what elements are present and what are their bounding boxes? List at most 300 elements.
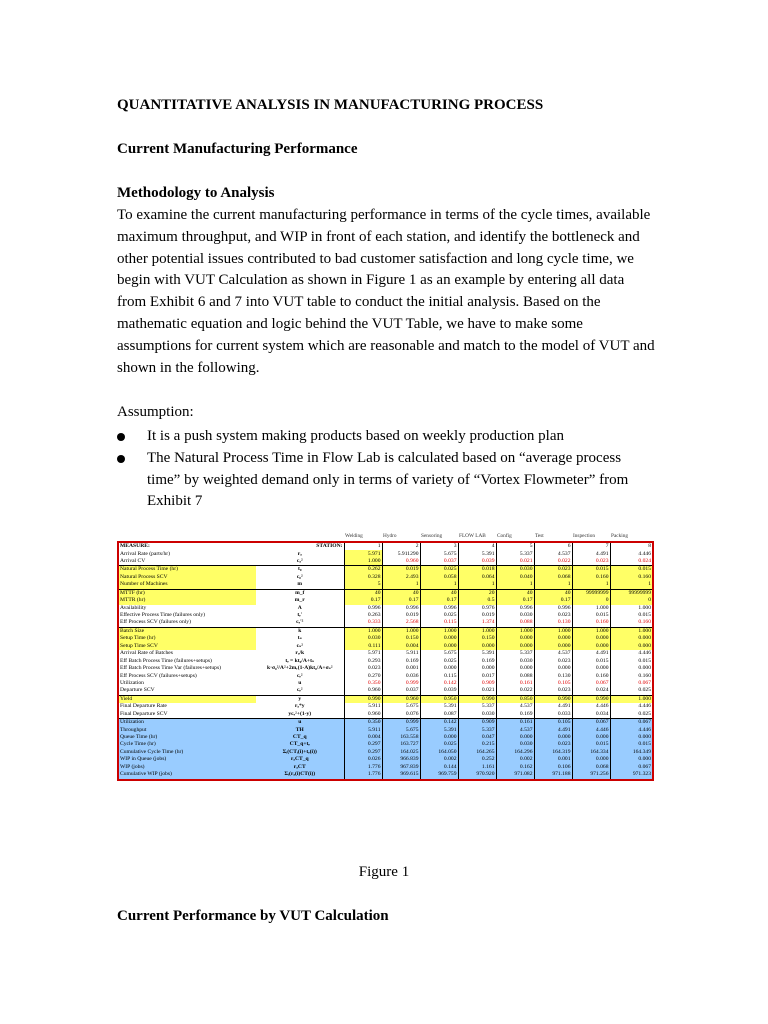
value-cell: 0.17	[420, 597, 458, 604]
value-cell: 0.169	[458, 658, 496, 665]
value-cell: 0.039	[420, 687, 458, 695]
vut-row	[118, 756, 653, 763]
value-cell: 1.000	[610, 605, 653, 612]
value-cell: 970.920	[458, 771, 496, 779]
value-cell: 0.067	[610, 680, 653, 687]
value-cell: 0.111	[344, 643, 382, 650]
value-cell: 0.960	[382, 558, 420, 566]
value-cell: 0.002	[420, 756, 458, 763]
blank-cell	[256, 533, 344, 542]
value-cell: 0.160	[572, 672, 610, 679]
value-cell: 0.115	[420, 619, 458, 627]
row-label: Cycle Time (hr)	[118, 741, 256, 748]
value-cell: 0.297	[344, 741, 382, 748]
value-cell: 0.015	[572, 741, 610, 748]
row-symbol: tₑ'	[297, 612, 303, 619]
value-cell: 5.337	[496, 550, 534, 557]
value-cell: 0.025	[420, 741, 458, 748]
value-cell: 0.004	[344, 734, 382, 741]
value-cell: 40	[534, 589, 572, 597]
value-cell: 4.491	[572, 550, 610, 557]
value-cell: 0.150	[382, 635, 420, 642]
value-cell: 0.002	[496, 756, 534, 763]
value-cell: 4.537	[534, 650, 572, 657]
value-cell: 0.023	[534, 658, 572, 665]
row-symbol: cₑ²	[296, 672, 303, 679]
value-cell: 0.067	[572, 680, 610, 687]
value-cell: 0.996	[420, 605, 458, 612]
value-cell: 0.015	[610, 566, 653, 574]
row-label: Natural Process SCV	[118, 574, 256, 581]
assumption-text: The Natural Process Time in Flow Lab is calculated based on “average process time” by weighted demand only in terms of variety of “Vortex Flowmeter” from Exhibit 7	[147, 449, 629, 510]
row-label: Departure SCV	[118, 687, 256, 695]
value-cell: 0.000	[572, 643, 610, 650]
value-cell: 0.169	[382, 658, 420, 665]
value-cell: 0.990	[458, 695, 496, 703]
value-cell: 5.337	[458, 727, 496, 734]
value-cell: 1.000	[420, 627, 458, 635]
blank-cell	[118, 533, 256, 542]
value-cell: 971.082	[496, 771, 534, 779]
value-cell: 0.909	[458, 680, 496, 687]
row-symbol: tₑ = kt₀/A+tₛ	[285, 657, 315, 664]
value-cell: 1	[382, 581, 420, 589]
assumption-list	[117, 426, 657, 513]
value-cell: 0.067	[572, 719, 610, 727]
value-cell: 4.537	[496, 703, 534, 710]
value-cell: 0.037	[420, 558, 458, 566]
station-number-cell: 5	[496, 542, 534, 550]
value-cell: 0.087	[420, 711, 458, 719]
row-label: Eff Process SCV (failures+setups)	[118, 672, 256, 679]
row-label: Throughput	[118, 727, 256, 734]
value-cell: 5.391	[420, 703, 458, 710]
value-cell: 164.296	[496, 749, 534, 756]
value-cell: 0.025	[420, 658, 458, 665]
station-number-row	[118, 542, 653, 550]
value-cell: 0.067	[610, 719, 653, 727]
vut-row	[118, 619, 653, 627]
value-cell: 5.911290	[382, 550, 420, 557]
station-number-cell: 2	[382, 542, 420, 550]
value-cell: 1	[572, 581, 610, 589]
methodology-paragraph: To examine the current manufacturing performance in terms of the cycle times, available maximum throughput, and WIP in front of each station, and identify the bottleneck and other potential issues contributed to bad customer satisfaction and long cycle time, we begin with VUT Calculation as shown in Figure 1 as an example by entering all data from Exhibit 6 and 7 into VUT table to conduct the initial analysis. Based on the mathematic equation and logic behind the VUT Table, we have to make some assumptions for current system which are reasonable and match to the model of VUT and shown in the following.	[117, 207, 655, 376]
value-cell: 0.5	[458, 597, 496, 604]
value-cell: 1.000	[382, 627, 420, 635]
value-cell: 4.491	[572, 650, 610, 657]
station-name-cell: Config	[497, 533, 512, 540]
value-cell: 0.015	[572, 612, 610, 619]
value-cell: 0.000	[458, 665, 496, 672]
value-cell: 0.130	[534, 672, 572, 679]
row-label: Final Departure SCV	[118, 711, 256, 719]
row-symbol: rₐ/k	[295, 650, 305, 657]
value-cell: 0.960	[382, 695, 420, 703]
value-cell: 0.088	[496, 672, 534, 679]
value-cell: 5.911	[382, 650, 420, 657]
assumption-item	[117, 426, 657, 448]
row-symbol: m_f	[256, 589, 344, 597]
value-cell: 0.076	[382, 711, 420, 719]
row-symbol: CT_q	[256, 734, 344, 741]
value-cell: 0.023	[534, 741, 572, 748]
value-cell: 1.000	[572, 605, 610, 612]
subsection-heading-methodology: Methodology to Analysis	[117, 185, 275, 201]
value-cell: 0.025	[610, 711, 653, 719]
value-cell: 0.142	[420, 719, 458, 727]
value-cell: 0.025	[610, 687, 653, 695]
station-number-cell: 4	[458, 542, 496, 550]
vut-row	[118, 680, 653, 687]
value-cell: 0.022	[534, 558, 572, 566]
value-cell: 0.068	[534, 574, 572, 581]
vut-row	[118, 764, 653, 771]
value-cell: 0.990	[534, 695, 572, 703]
row-label: Batch Size	[118, 627, 256, 635]
vut-row	[118, 687, 653, 695]
value-cell: 2.493	[382, 574, 420, 581]
value-cell: 0.018	[458, 566, 496, 574]
value-cell: 164.050	[420, 749, 458, 756]
value-cell: 164.319	[534, 749, 572, 756]
value-cell: 971.256	[572, 771, 610, 779]
value-cell: 0.976	[458, 605, 496, 612]
vut-row	[118, 589, 653, 597]
value-cell: 0.293	[344, 658, 382, 665]
value-cell: 163.558	[382, 734, 420, 741]
vut-row	[118, 734, 653, 741]
value-cell: 0.034	[572, 711, 610, 719]
station-name-row	[118, 533, 653, 542]
row-symbol: c₀²	[256, 574, 344, 581]
value-cell: 0.037	[382, 687, 420, 695]
value-cell: 99999999	[610, 589, 653, 597]
value-cell: 0.000	[534, 635, 572, 642]
station-name-cell: FLOW LAB	[459, 533, 486, 540]
station-number-cell: 7	[572, 542, 610, 550]
value-cell: 0.088	[496, 619, 534, 627]
station-number-cell: 3	[420, 542, 458, 550]
vut-row	[118, 727, 653, 734]
value-cell: 971.188	[534, 771, 572, 779]
value-cell: 0.160	[572, 574, 610, 581]
row-label: Arrival Rate (parts/hr)	[118, 550, 256, 557]
row-symbol: rₐCT	[256, 764, 344, 771]
value-cell: 0.015	[572, 658, 610, 665]
value-cell: 0.160	[610, 619, 653, 627]
value-cell: 0.023	[572, 558, 610, 566]
value-cell: 0.161	[496, 680, 534, 687]
value-cell: 0.328	[344, 574, 382, 581]
row-label: Effective Process Time (failures only)	[118, 612, 256, 619]
value-cell: 0.026	[344, 756, 382, 763]
value-cell: 0.019	[382, 566, 420, 574]
row-symbol: m	[256, 581, 344, 589]
value-cell: 5.675	[420, 550, 458, 557]
vut-row	[118, 771, 653, 779]
vut-row	[118, 627, 653, 635]
value-cell: 0.990	[344, 695, 382, 703]
row-label: Setup Time (hr)	[118, 635, 256, 642]
value-cell: 0.297	[344, 749, 382, 756]
row-symbol: TH	[256, 727, 344, 734]
row-symbol: rₐ	[297, 550, 302, 557]
value-cell: 0.023	[534, 566, 572, 574]
value-cell: 1	[458, 581, 496, 589]
value-cell: 5.391	[420, 727, 458, 734]
row-label: Arrival CV	[118, 558, 256, 566]
value-cell: 0.030	[496, 612, 534, 619]
row-label: MTTF (hr)	[118, 589, 256, 597]
value-cell: 0.030	[344, 635, 382, 642]
value-cell: 1.000	[572, 627, 610, 635]
value-cell: 1	[420, 581, 458, 589]
row-label: Cumulative WIP (jobs)	[118, 771, 256, 779]
document-title: QUANTITATIVE ANALYSIS IN MANUFACTURING PROCESS	[117, 97, 544, 113]
station-label: STATION:	[256, 542, 344, 550]
station-name-cell: Packing	[611, 533, 629, 540]
value-cell: 5.971	[344, 650, 382, 657]
value-cell: 0.333	[344, 619, 382, 627]
value-cell: 0.000	[572, 756, 610, 763]
value-cell: 0.142	[420, 680, 458, 687]
value-cell: 5.391	[458, 650, 496, 657]
value-cell: 0.252	[458, 756, 496, 763]
value-cell: 40	[420, 589, 458, 597]
value-cell: 1	[534, 581, 572, 589]
value-cell: 1	[610, 581, 653, 589]
vut-row	[118, 650, 653, 657]
value-cell: 0.150	[458, 635, 496, 642]
value-cell: 5.911	[344, 703, 382, 710]
value-cell: 0.160	[610, 574, 653, 581]
vut-row	[118, 749, 653, 756]
row-label: Queue Time (hr)	[118, 734, 256, 741]
value-cell: 0.105	[534, 719, 572, 727]
station-name-cell: Welding	[345, 533, 363, 540]
value-cell: 99999999	[572, 589, 610, 597]
row-symbol: cₑ'²	[296, 619, 304, 626]
value-cell: 5.911	[344, 727, 382, 734]
row-symbol: rₐCT_q	[256, 756, 344, 763]
value-cell: 1	[496, 581, 534, 589]
value-cell: 0.000	[610, 643, 653, 650]
value-cell: 0.015	[610, 658, 653, 665]
value-cell: 0.000	[496, 635, 534, 642]
value-cell: 1.000	[344, 558, 382, 566]
value-cell: 4.491	[534, 727, 572, 734]
value-cell: 0.036	[382, 672, 420, 679]
vut-row	[118, 574, 653, 581]
value-cell: 1.776	[344, 771, 382, 779]
value-cell: 5.675	[382, 703, 420, 710]
row-label: Natural Process Time (hr)	[118, 566, 256, 574]
row-symbol: u	[298, 679, 302, 686]
value-cell: 0.106	[534, 764, 572, 771]
row-symbol: cₛ²	[256, 643, 344, 650]
value-cell: 0.019	[382, 612, 420, 619]
value-cell: 0.030	[458, 711, 496, 719]
figure-caption: Figure 1	[358, 864, 410, 880]
vut-row	[118, 566, 653, 574]
value-cell: 0.162	[496, 764, 534, 771]
value-cell: 0.064	[458, 574, 496, 581]
row-label: Setup Time SCV	[118, 643, 256, 650]
row-label: WIP in Queue (jobs)	[118, 756, 256, 763]
value-cell: 0.990	[572, 695, 610, 703]
value-cell: 0.960	[344, 687, 382, 695]
value-cell: 0.000	[420, 635, 458, 642]
section-heading-current-performance: Current Manufacturing Performance	[117, 141, 358, 157]
row-symbol: cₐ²	[296, 557, 303, 564]
row-label: Utilization	[118, 680, 256, 687]
value-cell: 0.263	[344, 612, 382, 619]
value-cell: 0.023	[534, 612, 572, 619]
value-cell: 5.337	[458, 703, 496, 710]
vut-row	[118, 605, 653, 612]
vut-row	[118, 703, 653, 710]
value-cell: 0.000	[534, 643, 572, 650]
vut-row	[118, 711, 653, 719]
vut-row	[118, 597, 653, 604]
row-label: Yield	[118, 695, 256, 703]
value-cell: 0.023	[534, 687, 572, 695]
value-cell: 5.337	[496, 650, 534, 657]
value-cell: 0.850	[496, 695, 534, 703]
value-cell: 0.000	[496, 643, 534, 650]
station-name-cell: Test	[535, 533, 544, 540]
section-heading-vut-calculation: Current Performance by VUT Calculation	[117, 908, 389, 924]
value-cell: 969.759	[420, 771, 458, 779]
row-symbol: rₐ*y	[294, 703, 305, 710]
value-cell: 0.000	[572, 734, 610, 741]
value-cell: 4.446	[610, 727, 653, 734]
value-cell: 5.675	[382, 727, 420, 734]
row-symbol: A	[297, 604, 302, 611]
value-cell: 4.446	[610, 703, 653, 710]
value-cell: 4.446	[572, 727, 610, 734]
value-cell: 0.001	[534, 756, 572, 763]
value-cell: 164.265	[458, 749, 496, 756]
row-symbol: u	[256, 719, 344, 727]
value-cell: 0.019	[458, 612, 496, 619]
row-label: Eff Batch Process Time (failures+setups)	[118, 658, 256, 665]
value-cell: 0.169	[496, 711, 534, 719]
value-cell: 1.000	[496, 627, 534, 635]
vut-table-figure	[117, 533, 652, 781]
station-number-cell: 8	[610, 542, 653, 550]
row-symbol: t₀	[256, 566, 344, 574]
value-cell: 0.262	[344, 566, 382, 574]
value-cell: 0.030	[496, 658, 534, 665]
value-cell: 0.999	[382, 680, 420, 687]
value-cell: 0.000	[496, 734, 534, 741]
row-symbol: tₛ	[256, 635, 344, 642]
value-cell: 0.033	[534, 711, 572, 719]
value-cell: 0.021	[458, 687, 496, 695]
row-symbol: k	[256, 627, 344, 635]
value-cell: 0.000	[610, 734, 653, 741]
vut-row	[118, 695, 653, 703]
value-cell: 0.350	[344, 680, 382, 687]
bullet-icon	[117, 455, 125, 463]
value-cell: 0.017	[458, 672, 496, 679]
value-cell: 0.105	[534, 680, 572, 687]
value-cell: 1.161	[458, 764, 496, 771]
value-cell: 0.960	[344, 711, 382, 719]
value-cell: 0.025	[420, 566, 458, 574]
value-cell: 0.17	[382, 597, 420, 604]
station-number-cell: 1	[344, 542, 382, 550]
value-cell: 0.17	[534, 597, 572, 604]
value-cell: 4.491	[534, 703, 572, 710]
value-cell: 0.023	[344, 665, 382, 672]
value-cell: 0.047	[458, 734, 496, 741]
vut-table	[117, 533, 654, 781]
row-symbol: y	[256, 695, 344, 703]
value-cell: 969.615	[382, 771, 420, 779]
station-name-cell: Sensoring	[421, 533, 443, 540]
row-symbol: Σᵢ(CTᵢ(i)+tₑ(i))	[256, 749, 344, 756]
row-label: Availability	[118, 605, 256, 612]
value-cell: 0.909	[458, 719, 496, 727]
vut-row	[118, 550, 653, 557]
value-cell: 0.015	[610, 612, 653, 619]
value-cell: 0.030	[496, 566, 534, 574]
value-cell: 164.025	[382, 749, 420, 756]
value-cell: 0.144	[420, 764, 458, 771]
value-cell: 5.675	[420, 650, 458, 657]
value-cell: 40	[344, 589, 382, 597]
value-cell: 0.058	[420, 574, 458, 581]
value-cell: 4.446	[610, 650, 653, 657]
row-symbol: Σᵢ(rₐ(i)CT(i))	[256, 771, 344, 779]
value-cell: 0.004	[382, 643, 420, 650]
value-cell: 0	[610, 597, 653, 604]
row-label: Eff Batch Process Time Var (failures+setups)	[118, 665, 256, 672]
value-cell: 40	[382, 589, 420, 597]
assumption-label: Assumption:	[117, 404, 194, 420]
value-cell: 0.067	[610, 764, 653, 771]
value-cell: 0.950	[420, 695, 458, 703]
value-cell: 0.000	[572, 635, 610, 642]
value-cell: 5	[344, 581, 382, 589]
row-label: MTTR (hr)	[118, 597, 256, 604]
row-symbol: ycₑ²+(1-y)	[288, 710, 312, 717]
row-label: Final Departure Rate	[118, 703, 256, 710]
value-cell: 0.000	[610, 756, 653, 763]
value-cell: 967.839	[382, 764, 420, 771]
value-cell: 0.130	[534, 619, 572, 627]
value-cell: 0.015	[572, 566, 610, 574]
assumption-text: It is a push system making products based on weekly production plan	[147, 428, 565, 444]
value-cell: 0.039	[458, 558, 496, 566]
vut-row	[118, 643, 653, 650]
station-name-cell: Hydro	[383, 533, 397, 540]
value-cell: 1.000	[610, 627, 653, 635]
row-symbol: CT_q+tₑ	[256, 741, 344, 748]
value-cell: 0.025	[420, 612, 458, 619]
station-number-cell: 6	[534, 542, 572, 550]
value-cell: 0.000	[534, 734, 572, 741]
value-cell: 4.537	[534, 550, 572, 557]
value-cell: 0.270	[344, 672, 382, 679]
row-label: Number of Machines	[118, 581, 256, 589]
value-cell: 4.446	[572, 703, 610, 710]
value-cell: 4.537	[496, 727, 534, 734]
value-cell: 0.996	[344, 605, 382, 612]
measure-label: MEASURE:	[118, 542, 256, 550]
